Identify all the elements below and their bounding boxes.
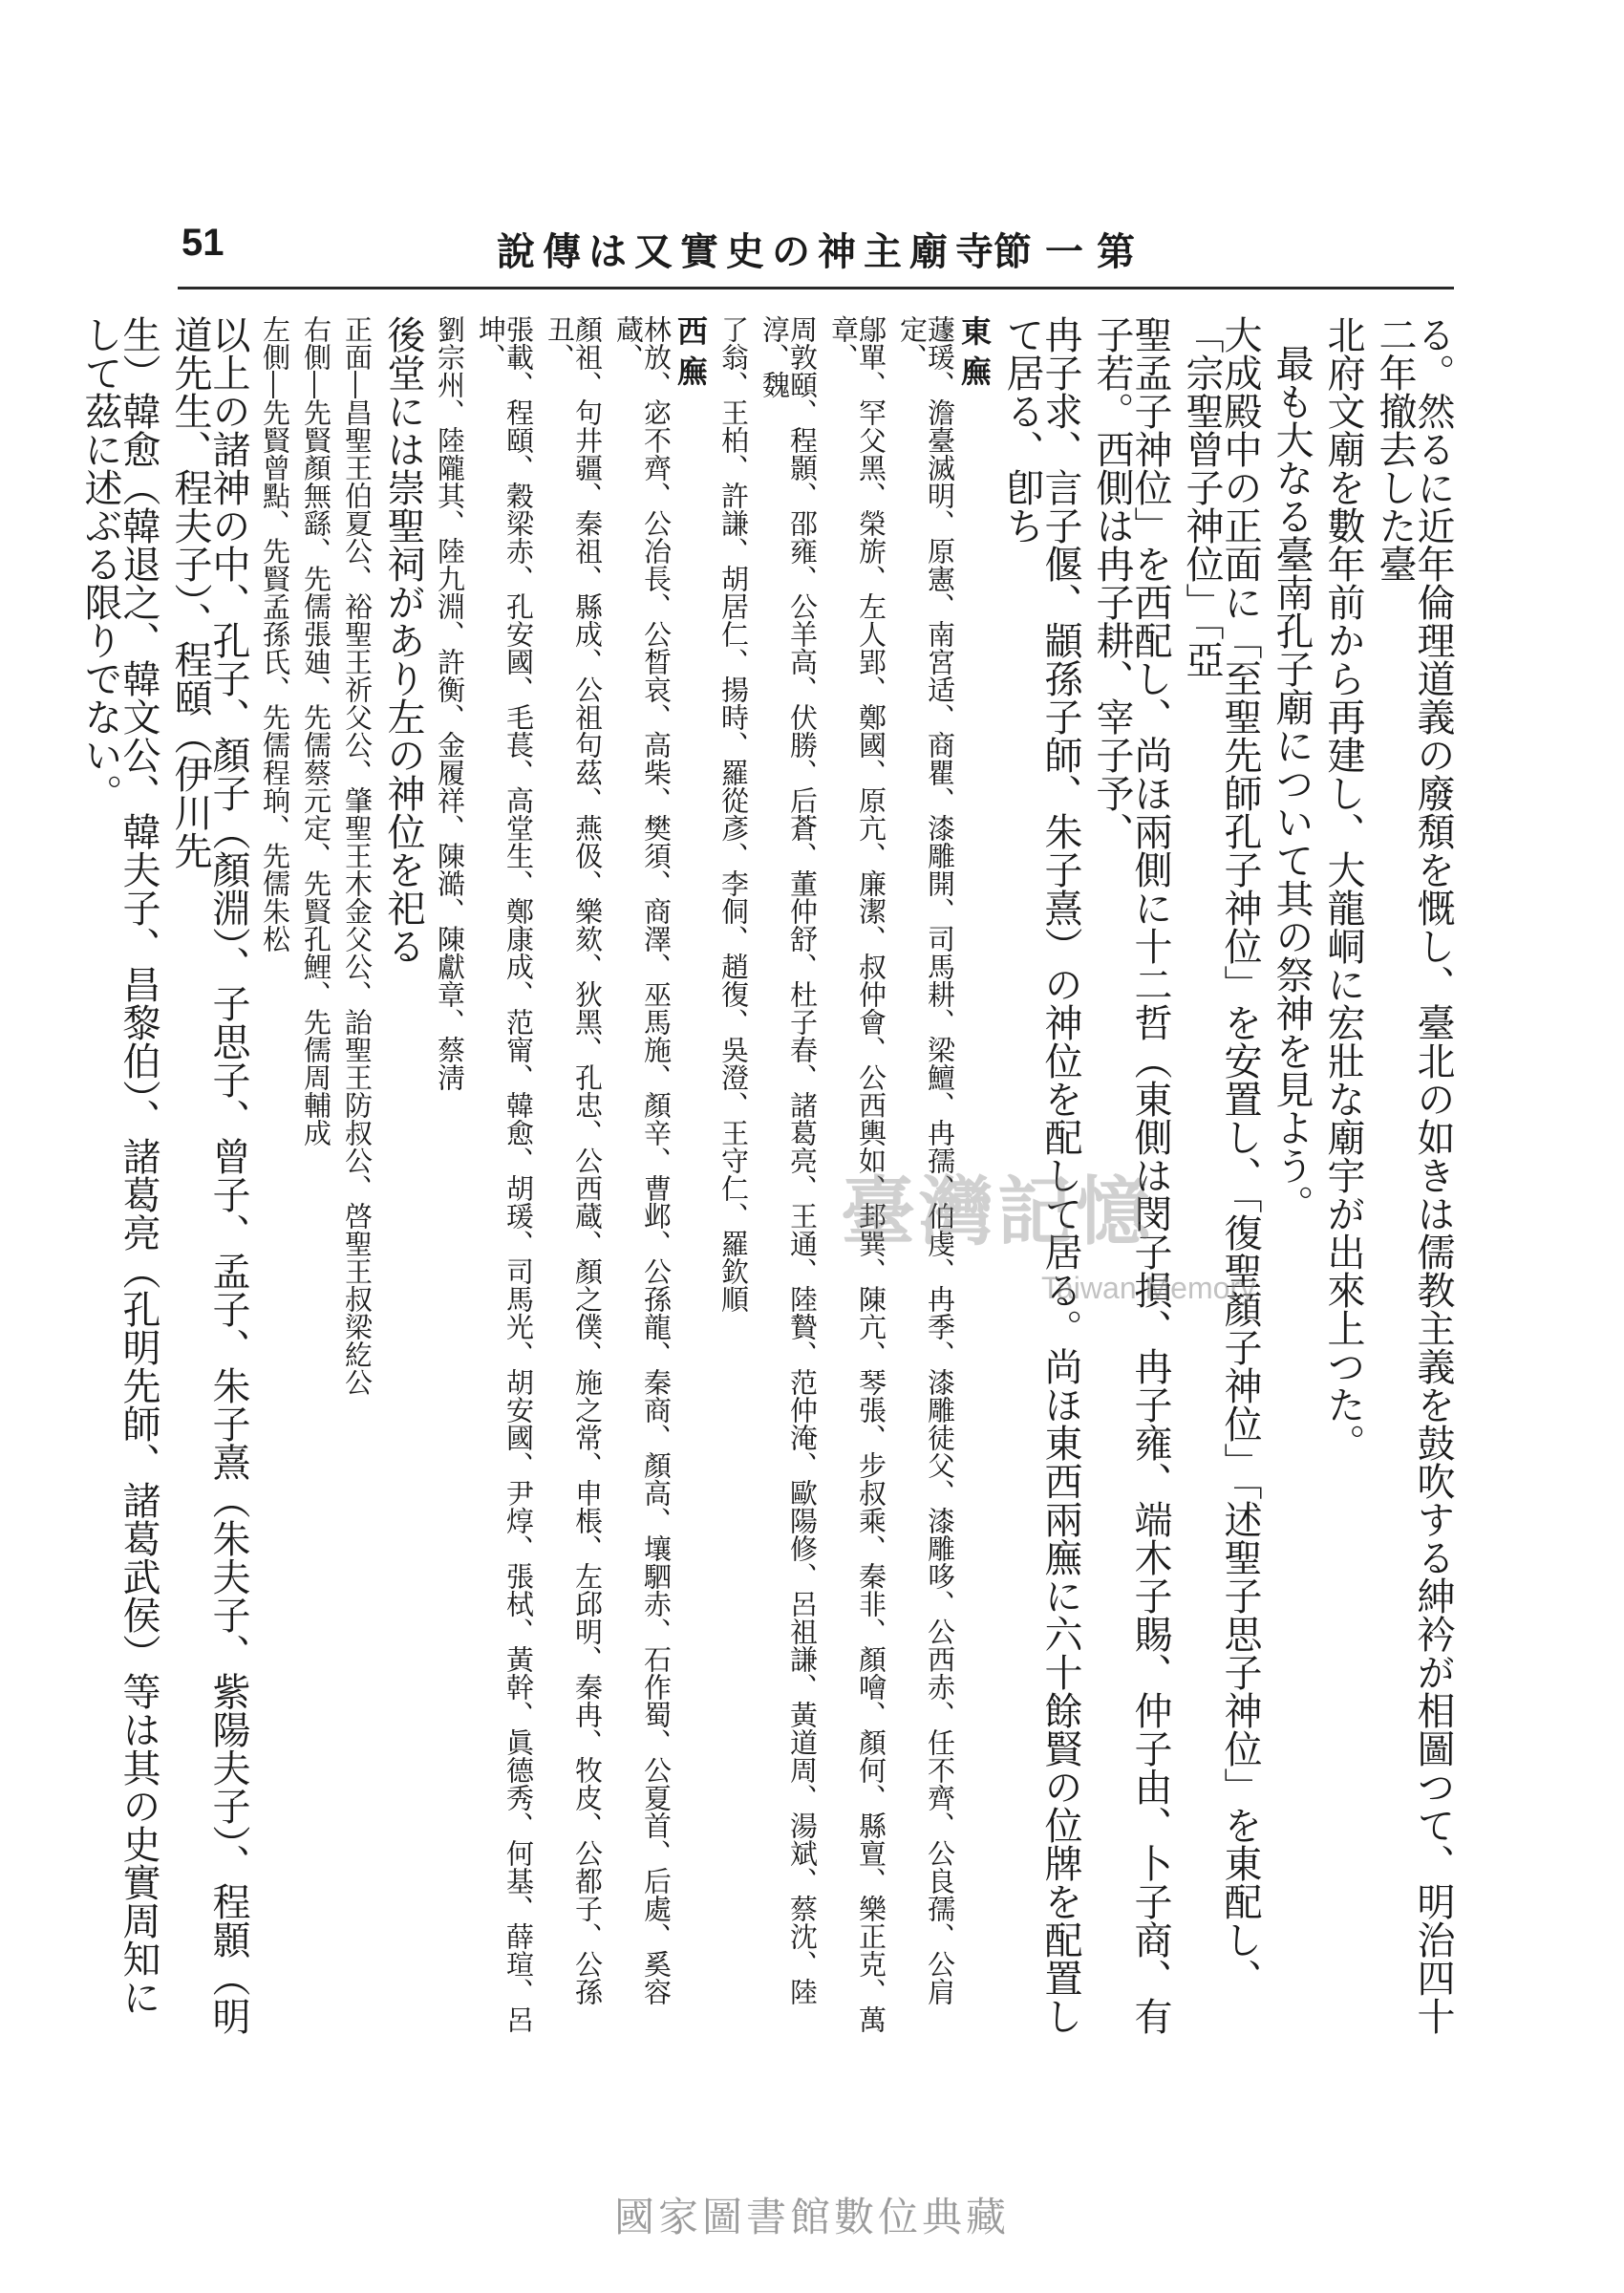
text-column: 最も大なる臺南孔子廟について其の祭神を見よう。 bbox=[1270, 344, 1314, 1223]
text-column: 以上の諸神の中、孔子、顏子（顏淵）、子思子、曾子、孟子、朱子熹（朱夫子、紫陽夫子）、程顥（明道先生、程夫子）、程頤（伊川先 bbox=[168, 315, 250, 2035]
text-column: 正面―昌聖王伯夏公、裕聖王祈父公、肇聖王木金父公、詒聖王防叔公、啓聖王叔梁紇公 bbox=[341, 315, 374, 1396]
text-column: 大成殿中の正面に「至聖先師孔子神位」を安置し、「復聖顏子神位」「述聖子思子神位」を東配し、「宗聖曾子神位」「亞 bbox=[1180, 315, 1262, 1997]
text-column: 張載、程頤、穀梁赤、孔安國、毛萇、高堂生、鄭康成、范甯、韓愈、胡瑗、司馬光、胡安國、尹焞、張栻、黃幹、眞德秀、何基、薛瑄、呂坤、 bbox=[475, 315, 535, 2033]
text-column: 劉宗州、陸隴其、陸九淵、許衡、金履祥、陳澔、陳獻章、蔡淸 bbox=[434, 315, 466, 1091]
group-heading-west: 西廡 bbox=[673, 315, 709, 396]
text-column: 右側―先賢顏無繇、先儒張廸、先儒蔡元定、先賢孔鯉、先儒周輔成 bbox=[300, 315, 332, 1146]
text-column: 鄔單、罕父黑、榮旂、左人郢、鄭國、原亢、廉潔、叔仲會、公西輿如、邽巽、陳亢、琴張、步叔乘、秦非、顏噲、顏何、縣亶、樂正克、萬章、 bbox=[827, 315, 887, 2033]
page-number: 51 bbox=[182, 222, 224, 264]
text-column: 蘧瑗、澹臺滅明、原憲、南宮适、商瞿、漆雕開、司馬耕、梁鱣、冉孺、伯虔、冉季、漆雕徒父、漆雕哆、公西赤、任不齊、公良孺、公肩定、 bbox=[896, 315, 956, 2005]
text-column: 生）韓愈（韓退之、韓文公、韓夫子、昌黎伯）、諸葛亮（孔明先師、諸葛武侯）等は其の史實周知にして茲に述ぶる限りでない。 bbox=[78, 315, 160, 2016]
text-column: 顏祖、句井疆、秦祖、縣成、公祖句茲、燕伋、樂欬、狄黑、孔忠、公西蔵、顏之僕、施之常、申棖、左邱明、秦冉、牧皮、公都子、公孫丑、 bbox=[544, 315, 604, 2005]
text-column: 後堂には崇聖祠があり左の神位を祀る bbox=[381, 315, 425, 965]
text-column: 北府文廟を數年前から再建し、大龍峒に宏壯な廟宇が出來上つた。 bbox=[1321, 315, 1365, 1462]
group-heading-east: 東廡 bbox=[956, 315, 993, 396]
watermark-subtitle: Taiwan Memory bbox=[1041, 1271, 1256, 1305]
text-column: 林放、宓不齊、公冶長、公晳哀、高柴、樊須、商澤、巫馬施、顏辛、曹邺、公孫龍、秦商、顏高、壤駟赤、石作蜀、公夏首、后處、奚容蔵、 bbox=[612, 315, 673, 2005]
text-column: 了翁、王柏、許謙、胡居仁、揚時、羅從彥、李侗、趙復、吳澄、王守仁、羅欽順 bbox=[717, 315, 750, 1313]
footer-label: 國家圖書館數位典藏 bbox=[613, 2194, 1010, 2240]
header-rule bbox=[178, 287, 1454, 289]
running-head-title: 說傳は又實史の神主廟寺 bbox=[497, 229, 1001, 274]
text-column: 聖孟子神位」を西配し、尚ほ兩側に十二哲（東側は閔子損、冉子雍、端木子賜、仲子由、卜子商、有子若。西側は冉子耕、宰子予、 bbox=[1090, 315, 1172, 2035]
text-column: 周敦頤、程顥、邵雍、公羊高、伏勝、后蒼、董仲舒、杜子春、諸葛亮、王通、陸贄、范仲淹、歐陽修、呂祖謙、黃道周、湯斌、蔡沈、陸淳、魏 bbox=[759, 315, 819, 2005]
watermark-logo: 臺灣記憶 bbox=[841, 1168, 1155, 1255]
text-column: る。然るに近年倫理道義の廢頽を慨し、臺北の如きは儒教主義を鼓吹する紳衿が相圖つて、明治四十二年撤去した臺 bbox=[1373, 315, 1455, 2035]
text-column: 左側―先賢曾點、先賢孟孫氏、先儒程珦、先儒朱松 bbox=[259, 315, 291, 953]
text-column: 冉子求、言子偃、顓孫子師、朱子熹）の神位を配して居る。尚ほ東西兩廡に六十餘賢の位牌を配置して居る、卽ち bbox=[1000, 315, 1082, 2035]
running-head-chapter: 節一第 bbox=[994, 229, 1148, 274]
